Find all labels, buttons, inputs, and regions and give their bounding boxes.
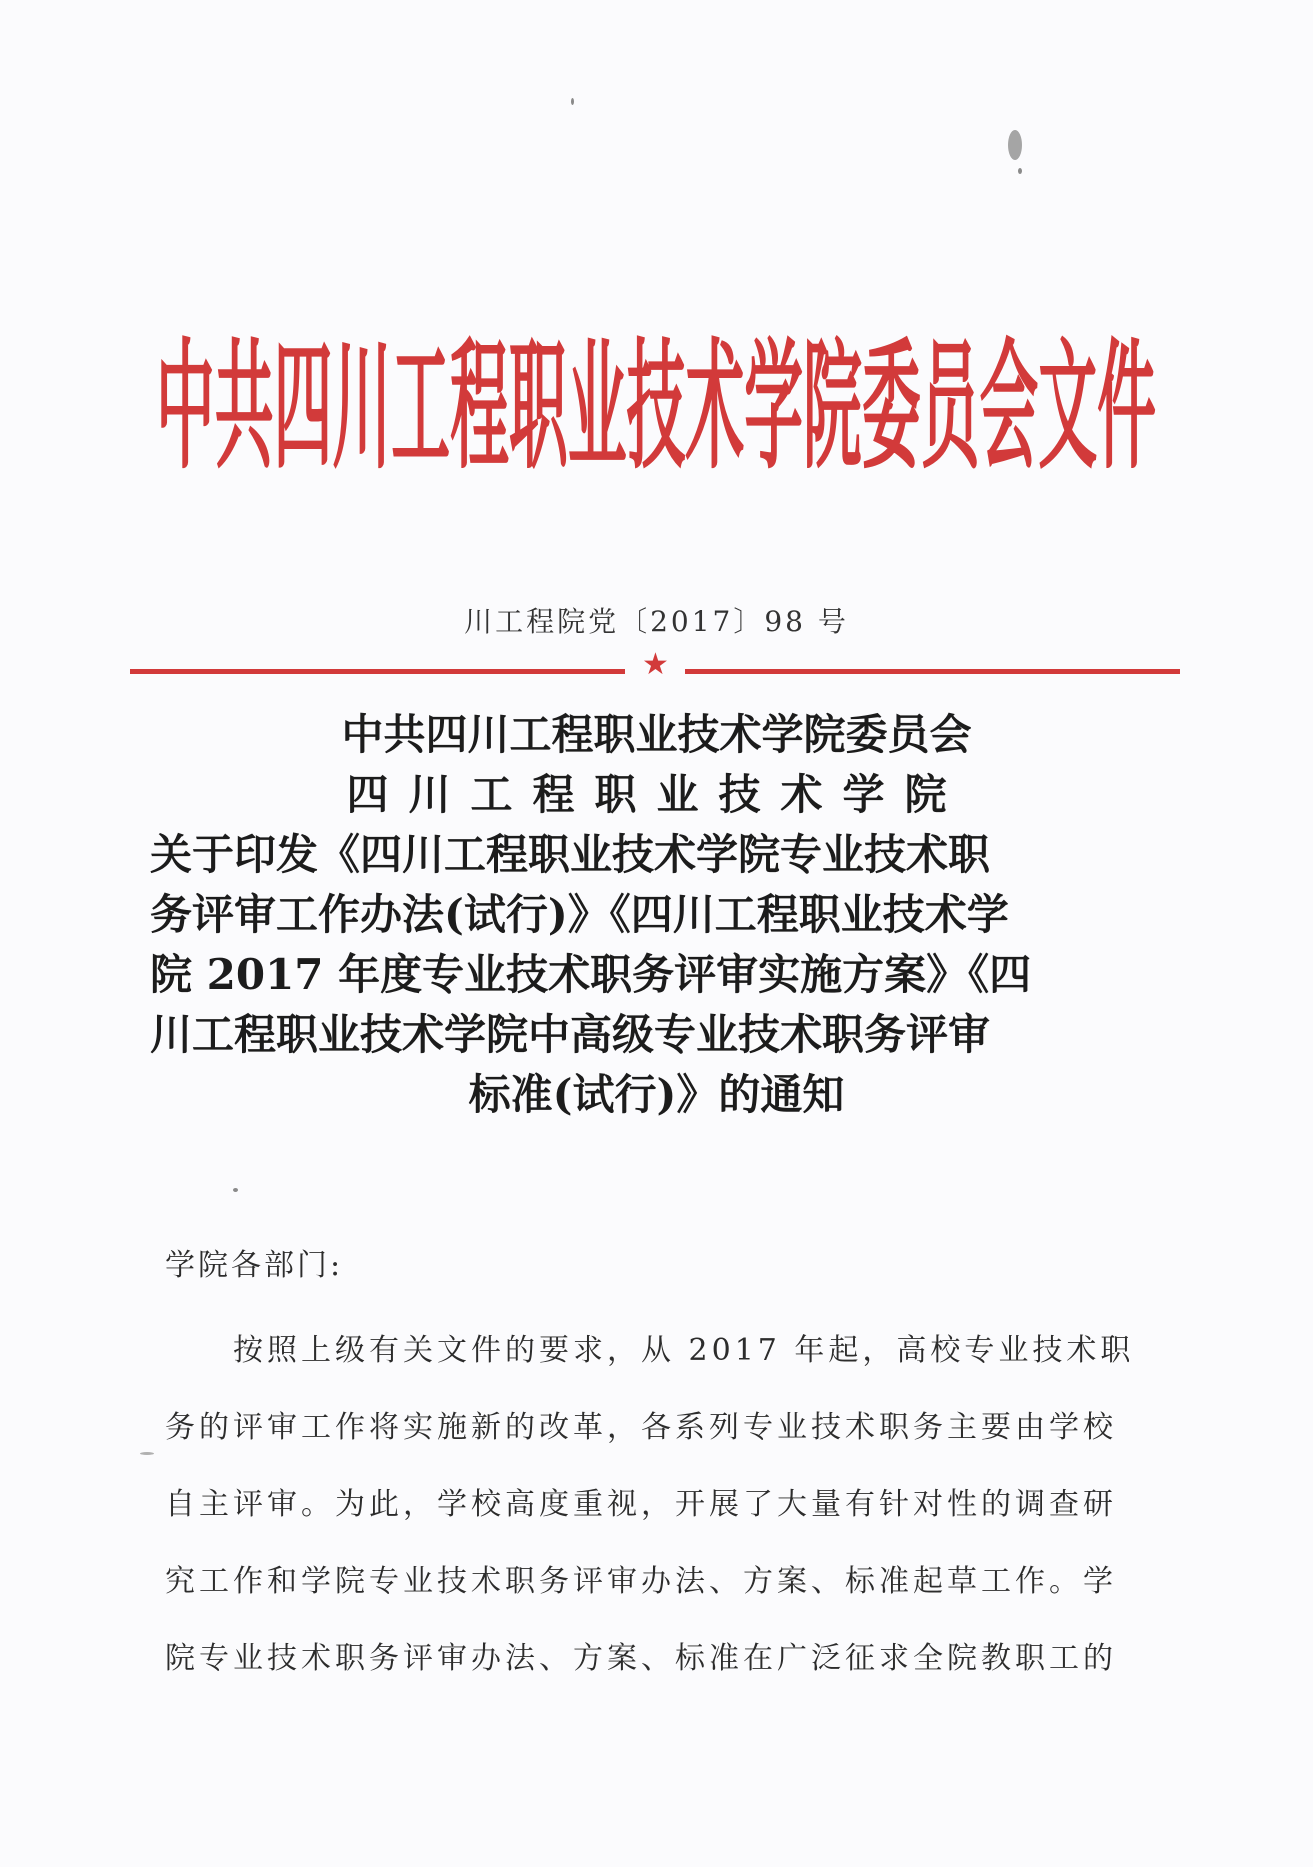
body-line: 按照上级有关文件的要求，从 2017 年起，高校专业技术职 — [233, 1333, 1135, 1368]
notice-title — [150, 705, 1163, 1125]
scan-speck — [233, 1188, 238, 1192]
notice-title-line: 务评审工作办法(试行)》《四川工程职业技术学 — [150, 890, 1009, 939]
notice-title-line: 院 2017 年度专业技术职务评审实施方案》《四 — [150, 950, 1032, 999]
document-header-title — [150, 320, 1163, 485]
document-number: 川工程院党〔2017〕98 号 — [464, 605, 849, 638]
scan-speck — [140, 1452, 154, 1455]
body-line: 自主评审。为此，学校高度重视，开展了大量有针对性的调查研 — [165, 1487, 1117, 1522]
body-line: 院专业技术职务评审办法、方案、标准在广泛征求全院教职工的 — [165, 1641, 1117, 1676]
notice-title-line: 关于印发《四川工程职业技术学院专业技术职 — [150, 830, 991, 879]
body-line: 究工作和学院专业技术职务评审办法、方案、标准起草工作。学 — [165, 1564, 1117, 1599]
divider-line-right — [685, 669, 1180, 674]
document-header-text: 中共四川工程职业技术学院委员会文件 — [156, 325, 1156, 485]
scan-speck — [571, 98, 574, 105]
red-divider — [130, 647, 1180, 686]
notice-title-line: 标准(试行)》的通知 — [468, 1070, 845, 1119]
notice-title-line: 川工程职业技术学院中高级专业技术职务评审 — [150, 1010, 991, 1059]
document-header-graphic — [150, 320, 1163, 485]
body-line: 务的评审工作将实施新的改革，各系列专业技术职务主要由学校 — [165, 1410, 1117, 1445]
star-icon: ★ — [642, 647, 669, 682]
scan-speck — [1008, 130, 1022, 160]
notice-title-line: 中共四川工程职业技术学院委员会 — [341, 710, 972, 759]
notice-title-line: 四川工程职业技术学院 — [346, 770, 967, 819]
divider-line-left — [130, 669, 625, 674]
body-paragraph — [165, 1312, 1160, 1697]
scan-speck — [1018, 168, 1022, 174]
salutation: 学院各部门: — [165, 1248, 344, 1283]
